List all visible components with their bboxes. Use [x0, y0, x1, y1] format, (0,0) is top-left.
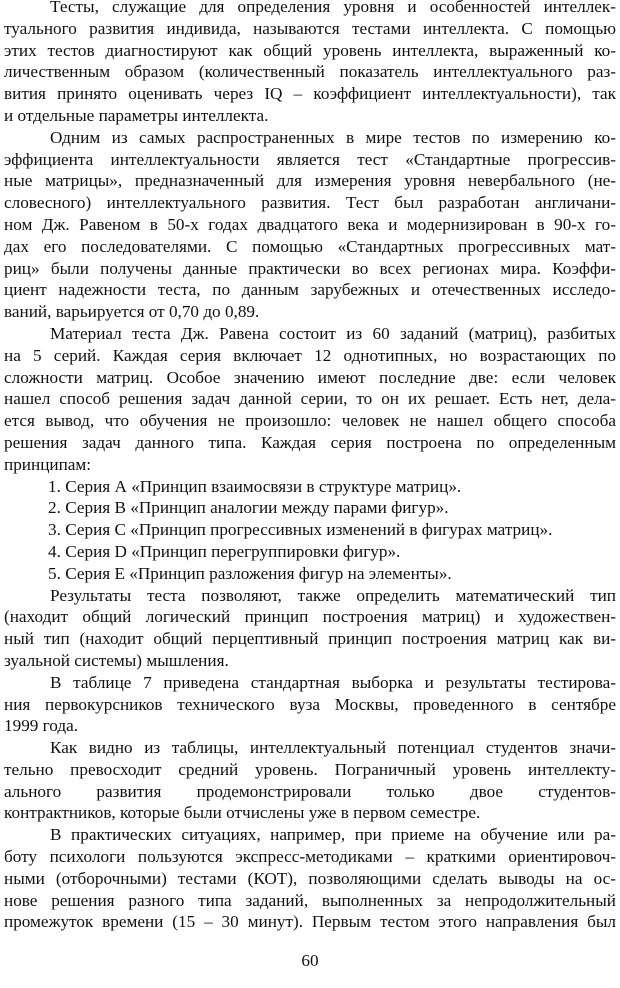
text-line: 1999 года.: [4, 716, 79, 736]
text-line: дах его последователями. С помощью «Стандартных прогрессивных мат-: [4, 236, 616, 256]
text-line: Одним из самых распространенных в мире тестов по измерению ко-: [50, 127, 616, 147]
text-line: ния первокурсников технического вуза Москвы, проведенного в сентябре: [4, 694, 616, 714]
text-line: Материал теста Дж. Равена состоит из 60 заданий (матриц), разбитых: [50, 323, 616, 343]
text-line: тельно превосходит средний уровень. Пограничный уровень интеллекту-: [4, 759, 616, 779]
text-line: ные матрицы», предназначенный для измерения уровня невербального (не-: [4, 171, 616, 191]
text-line: В практических ситуациях, например, при приеме на обучение или ра-: [50, 825, 616, 845]
text-line: ными (отборочными) тестами (КОТ), позволяющими сделать выводы на ос-: [4, 868, 616, 888]
page-number: 60: [301, 951, 319, 970]
text-line: промежуток времени (15 – 30 минут). Первым тестом этого направления был: [4, 912, 616, 932]
text-line: нашел способ решения задач данной серии, то он их решает. Есть нет, дела-: [4, 389, 616, 409]
text-line: контрактников, которые были отчислены уже в первом семестре.: [4, 803, 481, 823]
text-line: эффициента интеллектуальности является тест «Стандартные прогрессив-: [4, 149, 616, 169]
text-line: ется вывод, что обучения не произошло: человек не нашел общего способа: [4, 411, 616, 431]
text-line: (находит общий логический принцип построения матриц) и художествен-: [4, 607, 616, 627]
text-line: циент надежности теста, по данным зарубежных и отечественных исследо-: [4, 280, 616, 300]
text-line: туального развития индивида, называются тестами интеллекта. С помощью: [4, 18, 616, 38]
text-line: нове решения разного типа заданий, выполненных за непродолжительный: [4, 890, 616, 910]
text-line: словесного) интеллектуального развития. Тест был разработан англичани-: [4, 193, 616, 213]
text-line: ный тип (находит общий перцептивный принцип построения матриц как ви-: [4, 629, 616, 649]
text-line: сложности матриц. Особое значению имеют последние две: если человек: [4, 367, 616, 387]
text-line: ального развития продемонстрировали только двое студентов-: [4, 781, 616, 801]
text-line: Результаты теста позволяют, также определить математический тип: [50, 585, 616, 605]
text-line: ном Дж. Равеном в 50-х годах двадцатого века и модернизирован в 90-х го-: [4, 214, 616, 234]
list-item: 5. Серия Е «Принцип разложения фигур на элементы».: [48, 563, 452, 583]
text-line: зуальной системы) мышления.: [4, 650, 229, 670]
list-item: 4. Серия D «Принцип перегруппировки фигур».: [48, 541, 401, 561]
text-line: риц» были получены данные практически во всех регионах мира. Коэффи-: [4, 258, 616, 278]
text-line: на 5 серий. Каждая серия включает 12 однотипных, но возрастающих по: [4, 345, 616, 365]
text-line: этих тестов диагностируют как общий уровень интеллекта, выраженный ко-: [4, 40, 616, 60]
text-line: и отдельные параметры интеллекта.: [4, 105, 269, 125]
text-line: ваний, варьируется от 0,70 до 0,89.: [4, 302, 260, 322]
list-item: 2. Серия В «Принцип аналогии между парами фигур».: [48, 498, 449, 518]
body-text: [4, 0, 616, 933]
list-item: 1. Серия А «Принцип взаимосвязи в структуре матриц».: [48, 476, 462, 496]
text-line: В таблице 7 приведена стандартная выборка и результаты тестирова-: [50, 672, 616, 692]
text-line: личественным образом (количественный показатель интеллектуального раз-: [4, 62, 616, 82]
text-line: боту психологи пользуются экспресс-методиками – краткими ориентировоч-: [4, 847, 616, 867]
text-line: Тесты, служащие для определения уровня и особенностей интеллек-: [50, 0, 616, 16]
text-line: принципам:: [4, 454, 92, 474]
text-line: вития принято оценивать через IQ – коэффициент интеллектуальности), так: [4, 84, 616, 104]
text-line: решения задач данного типа. Каждая серия построена по определенным: [4, 432, 616, 452]
text-line: Как видно из таблицы, интеллектуальный потенциал студентов значи-: [50, 738, 616, 758]
list-item: 3. Серия С «Принцип прогрессивных изменений в фигурах матриц».: [48, 520, 553, 540]
